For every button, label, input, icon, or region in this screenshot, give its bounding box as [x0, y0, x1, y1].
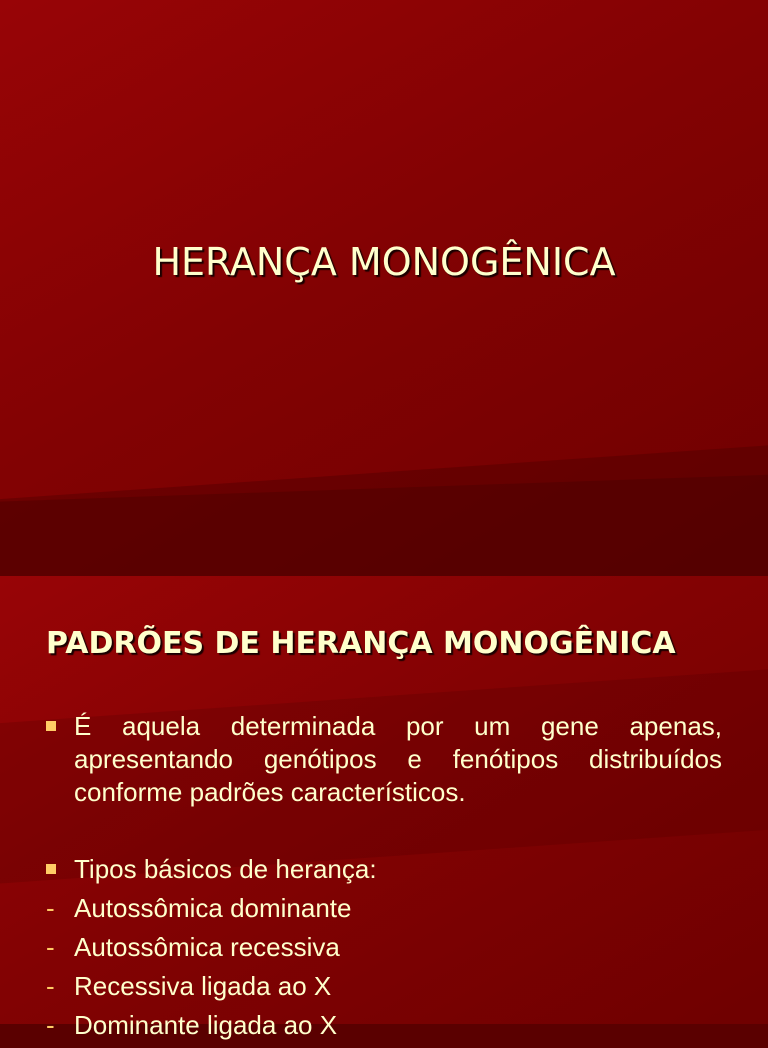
list-heading: Tipos básicos de herança: [74, 854, 377, 884]
slide-1-title: HERANÇA MONOGÊNICA [152, 240, 616, 284]
list-item [46, 970, 722, 1009]
slide-2-body [46, 710, 722, 1048]
list-heading-row [46, 853, 722, 886]
dash-bullet: - [46, 1010, 55, 1040]
list-item [46, 892, 722, 931]
paragraph-text: É aquela determinada por um gene apenas, apresentando genótipos e fenótipos distribuídos conforme padrões característicos. [74, 711, 722, 807]
slide-2-title: PADRÕES DE HERANÇA MONOGÊNICA [46, 626, 676, 661]
square-bullet-icon [46, 864, 56, 874]
dash-bullet: - [46, 971, 55, 1001]
list-item-text: Recessiva ligada ao X [74, 971, 332, 1001]
dash-bullet: - [46, 932, 55, 962]
background-band [0, 473, 768, 576]
list-item-text: Autossômica recessiva [74, 932, 340, 962]
list-item-text: Autossômica dominante [74, 893, 352, 923]
bullet-paragraph [46, 710, 722, 809]
list-item [46, 931, 722, 970]
dash-bullet: - [46, 893, 55, 923]
square-bullet-icon [46, 721, 56, 731]
list-item [46, 1009, 722, 1048]
list-item-text: Dominante ligada ao X [74, 1010, 338, 1040]
